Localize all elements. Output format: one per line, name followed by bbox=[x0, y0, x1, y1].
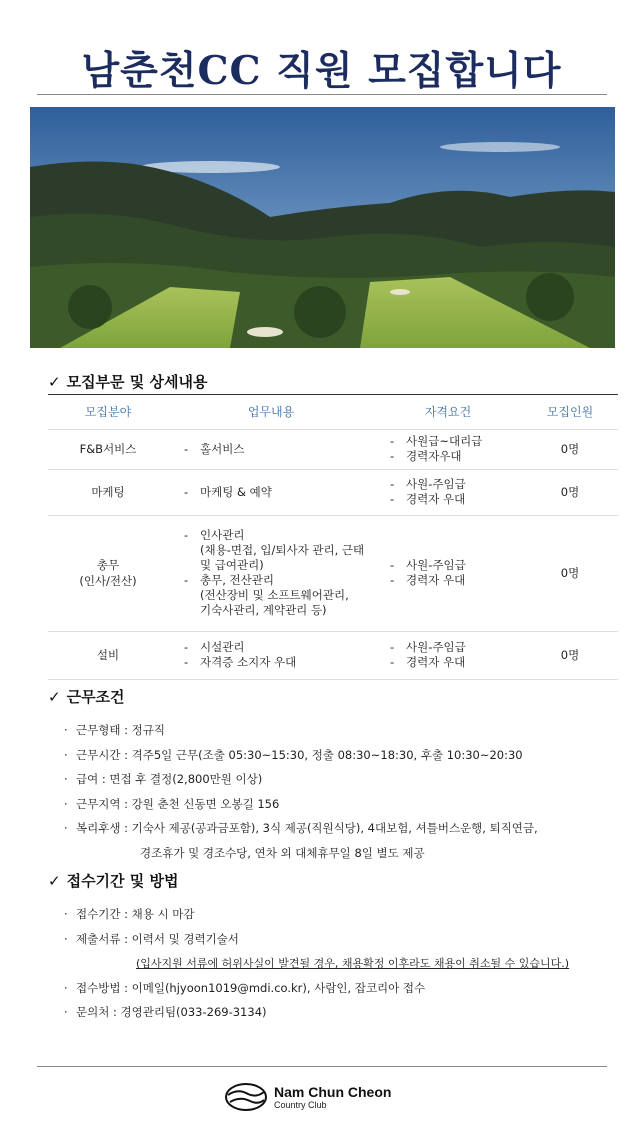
row-count: 0명 bbox=[522, 429, 618, 469]
list-item: · 접수방법 : 이메일(hjyoon1019@mdi.co.kr), 사람인, 잡코리아 접수 bbox=[64, 980, 426, 995]
list-item: · 접수기간 : 채용 시 마감 bbox=[64, 907, 195, 922]
header-field: 모집분야 bbox=[48, 395, 168, 429]
conditions-list bbox=[64, 718, 538, 865]
row-duties: - 마케팅 & 예약 bbox=[168, 469, 374, 515]
list-item-continuation: 경조휴가 및 경조수당, 연차 외 대체휴무일 8일 별도 제공 bbox=[140, 845, 425, 860]
row-requirements: - 사원-주임급 - 경력자 우대 bbox=[374, 515, 522, 631]
golf-course-photo bbox=[30, 107, 615, 348]
row-requirements: - 사원급~대리급 - 경력자우대 bbox=[374, 429, 522, 469]
logo-subtitle: Country Club bbox=[274, 1099, 327, 1110]
row-field: 설비 bbox=[48, 631, 168, 679]
row-field: 총무 (인사/전산) bbox=[48, 515, 168, 631]
row-field: F&B서비스 bbox=[48, 429, 168, 469]
list-item: · 근무형태 : 정규직 bbox=[64, 723, 165, 738]
list-item: · 급여 : 면접 후 결정(2,800만원 이상) bbox=[64, 772, 263, 787]
disclaimer-note: (입사지원 서류에 허위사실이 발견될 경우, 채용확정 이후라도 채용이 취소될 수 있습니다.) bbox=[136, 957, 570, 971]
row-count: 0명 bbox=[522, 631, 618, 679]
header-count: 모집인원 bbox=[522, 395, 618, 429]
section-apply-heading: ✓ 접수기간 및 방법 bbox=[48, 872, 179, 890]
bottom-divider bbox=[37, 1066, 607, 1067]
table-row bbox=[48, 515, 618, 631]
table-row bbox=[48, 429, 618, 469]
row-duties: - 인사관리 (채용-면접, 입/퇴사자 관리, 근태 및 급여관리) - 총무, 전산관리 (전산장비 및 소프트웨어관리, 기숙사관리, 계약관리 등) bbox=[168, 515, 374, 631]
row-requirements: - 사원-주임급 - 경력자 우대 bbox=[374, 631, 522, 679]
section-recruitment-heading: ✓ 모집부문 및 상세내용 bbox=[48, 373, 208, 391]
table-header-row bbox=[48, 395, 618, 429]
top-divider bbox=[37, 94, 607, 95]
section-conditions-heading: ✓ 근무조건 bbox=[48, 688, 125, 706]
page-title: 남춘천CC 직원 모집합니다 bbox=[81, 48, 562, 94]
row-requirements: - 사원-주임급 - 경력자 우대 bbox=[374, 469, 522, 515]
row-field: 마케팅 bbox=[48, 469, 168, 515]
table-row bbox=[48, 631, 618, 679]
list-item: · 제출서류 : 이력서 및 경력기술서 bbox=[64, 931, 239, 946]
list-item: · 근무지역 : 강원 춘천 신동면 오봉길 156 bbox=[64, 796, 280, 811]
list-item: · 문의처 : 경영관리팀(033-269-3134) bbox=[64, 1005, 267, 1020]
row-duties: - 홀서비스 bbox=[168, 429, 374, 469]
club-emblem-icon bbox=[224, 1082, 268, 1112]
check-icon: ✓ bbox=[48, 872, 61, 890]
club-logo bbox=[224, 1082, 391, 1112]
row-duties: - 시설관리 - 자격증 소지자 우대 bbox=[168, 631, 374, 679]
logo-name: Nam Chun Cheon bbox=[274, 1083, 392, 1100]
check-icon: ✓ bbox=[48, 688, 61, 706]
header-requirements: 자격요건 bbox=[374, 395, 522, 429]
table-row bbox=[48, 469, 618, 515]
header-duties: 업무내용 bbox=[168, 395, 374, 429]
row-count: 0명 bbox=[522, 469, 618, 515]
check-icon: ✓ bbox=[48, 373, 61, 391]
list-item: · 근무시간 : 격주5일 근무(조출 05:30~15:30, 정출 08:30~18:30, 후출 10:30~20:30 bbox=[64, 747, 523, 762]
row-count: 0명 bbox=[522, 515, 618, 631]
recruitment-table bbox=[48, 395, 618, 680]
list-item: · 복리후생 : 기숙사 제공(공과금포함), 3식 제공(직원식당), 4대보험, 셔틀버스운행, 퇴직연금, bbox=[64, 821, 538, 836]
apply-list bbox=[64, 902, 569, 1025]
